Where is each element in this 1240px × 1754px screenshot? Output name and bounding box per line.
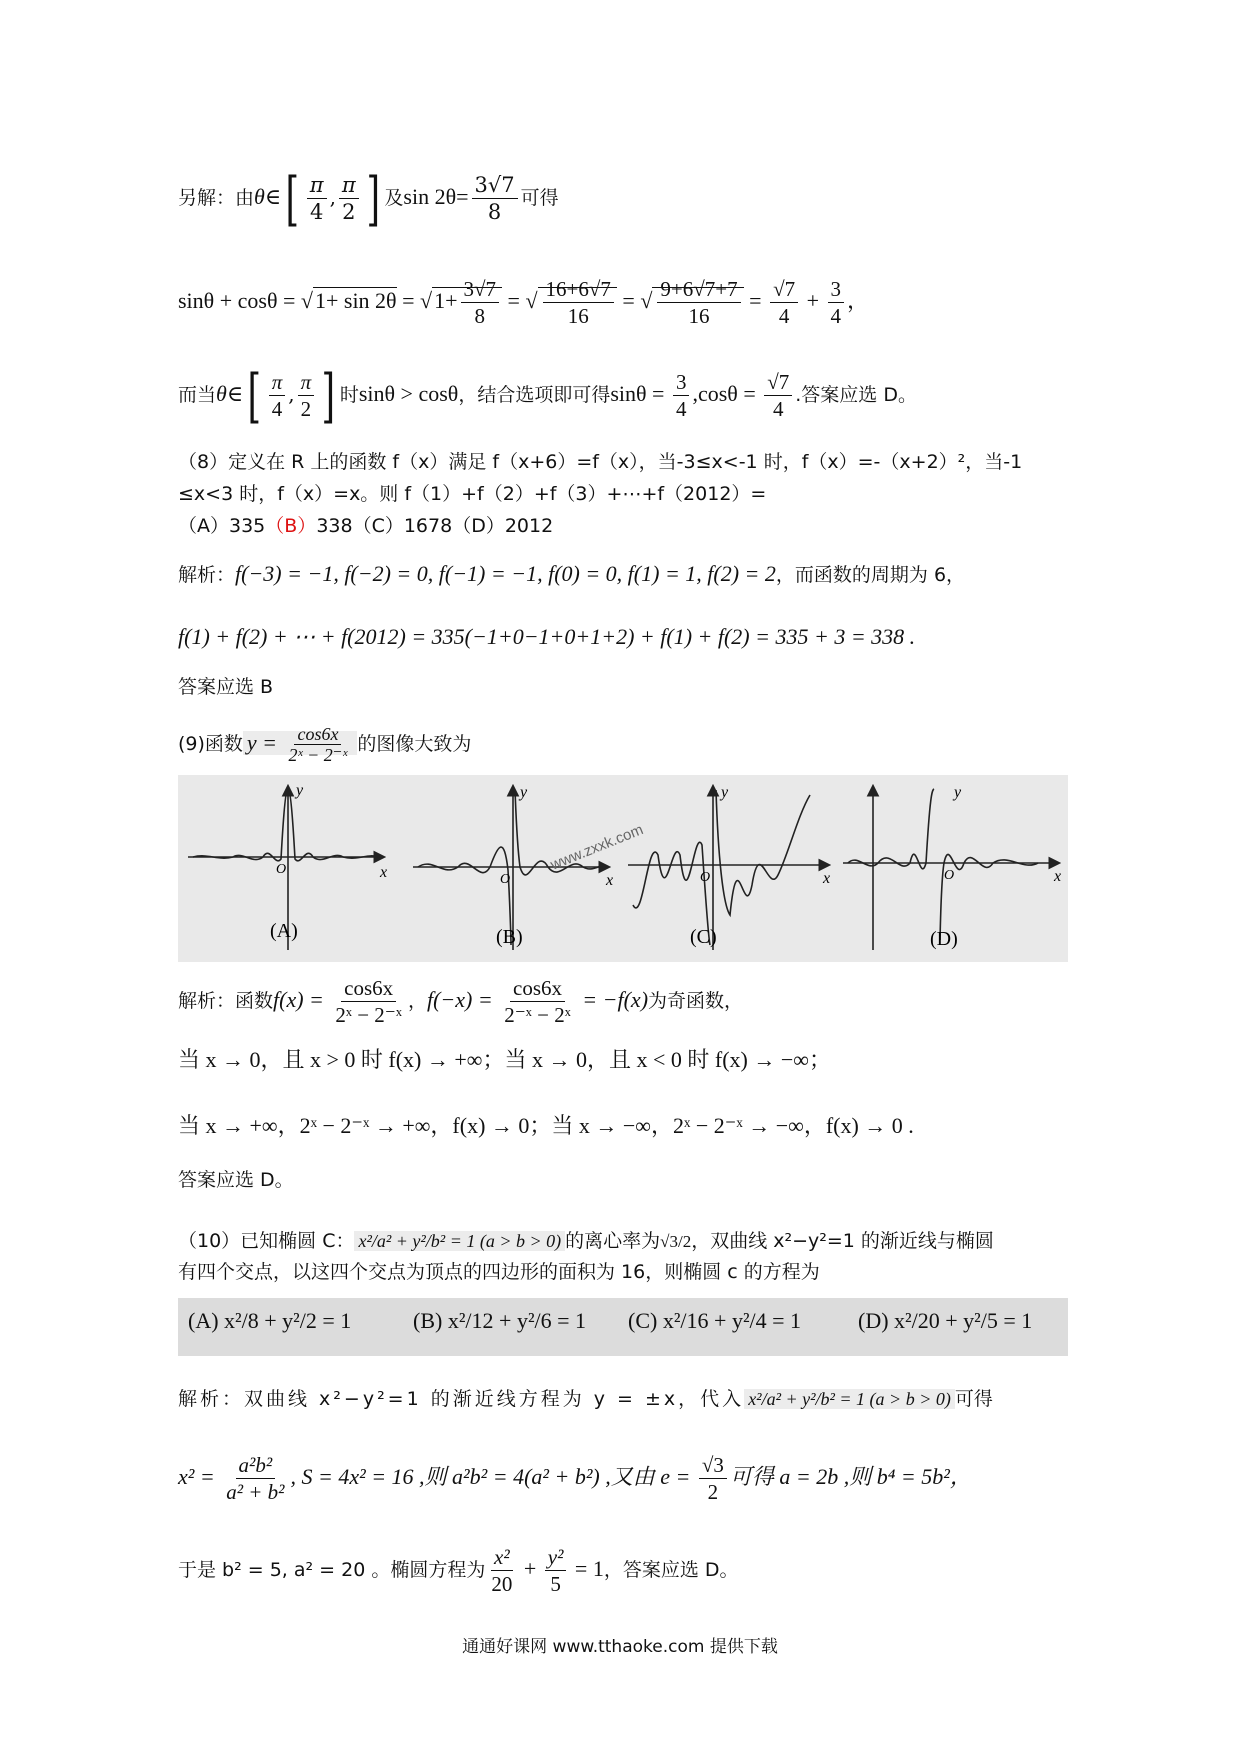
bracket-right: ] <box>366 164 380 233</box>
frac-pi-2: $\frac{\pi}{2}$ <box>339 172 359 225</box>
graph-c-x-label: x <box>823 870 831 887</box>
q10-options-image <box>178 1298 1068 1356</box>
graph-b-origin: O <box>500 872 511 887</box>
graph-caption-b: (B) <box>496 926 523 948</box>
theta-in: θ∈ <box>254 184 282 209</box>
frac-pi-4: $\frac{\pi}{4}$ <box>307 172 327 225</box>
q10-ellipse-eq: x²/a² + y²/b² = 1 (a > b > 0) <box>354 1231 565 1251</box>
graph-a-x-label: x <box>380 864 388 881</box>
q8-line2: ≤x<3 时，f（x）=x。则 f（1）+f（2）+f（3）+⋯+f（2012）= <box>178 483 767 505</box>
q10-option-b: (B) x²/12 + y²/6 = 1 <box>413 1308 587 1333</box>
q8-option-b-marked: （B） <box>265 515 317 537</box>
bracket-left: [ <box>285 164 300 233</box>
q8-solution-values: 解析：f(−3) = −1, f(−2) = 0, f(−1) = −1, f(0) = 0, f(1) = 1, f(2) = 2，而函数的周期为 6， <box>178 561 966 586</box>
graph-c-origin: O <box>700 870 711 885</box>
conclusion-line: 而当θ∈[ $\frac{\pi}{4}$ , $\frac{\pi}{2}$ ] 时sinθ > cosθ，结合选项即可得sinθ = $\frac{3}{4}$ ,cosθ = $\frac{√7}{4}$ .答案应选 D。 <box>178 361 917 430</box>
q9-solution-line2: 当 x → 0，且 x > 0 时 f(x) → +∞；当 x → 0，且 x < 0 时 f(x) → −∞； <box>178 1047 831 1072</box>
q10-line2: 有四个交点，以这四个交点为顶点的四边形的面积为 16，则椭圆 c 的方程为 <box>178 1261 820 1283</box>
q10-solution-line3: 于是 b² = 5, a² = 20 。椭圆方程为 $\frac{\text{x²}}{20}$ + $\frac{\text{y²}}{5}$ = 1，答案应选 D。 <box>178 1545 739 1596</box>
q9-solution-line1: 解析：函数f(x) = $\frac{\cos 6x}{\text{2ˣ − 2⁻ˣ}}$ ，f(−x) = $\frac{\cos 6x}{\text{2⁻ˣ − 2ˣ}}$ = −f(x)为奇函数， <box>178 976 744 1027</box>
q10-eccentricity: √3/2 <box>660 1232 692 1251</box>
page-footer: 通通好课网 www.tthaoke.com 提供下载 <box>462 1637 778 1657</box>
watermark-text: www.zxxk.com <box>548 821 646 874</box>
q10-option-a: (A) x²/8 + y²/2 = 1 <box>188 1308 352 1333</box>
q9-answer: 答案应选 D。 <box>178 1169 294 1191</box>
q9-question: (9)函数 y = $\frac{\cos 6x}{\text{2ˣ − 2⁻ˣ}}$ 的图像大致为 <box>178 724 472 765</box>
alt-prefix: 另解：由 <box>178 187 255 209</box>
graph-d-x-label: x <box>1054 868 1062 885</box>
graph-d-origin: O <box>944 868 955 883</box>
graph-a-origin: O <box>276 862 287 877</box>
q10-line1: （10）已知椭圆 C： x²/a² + y²/b² = 1 (a > b > 0) 的离心率为√3/2，双曲线 x²−y²=1 的渐近线与椭圆 <box>178 1230 994 1252</box>
q10-option-c: (C) x²/16 + y²/4 = 1 <box>628 1308 802 1333</box>
sin2theta: sin 2θ= <box>403 184 469 209</box>
graph-caption-a: (A) <box>270 920 298 942</box>
q8-solution-sum: f(1) + f(2) + ⋯ + f(2012) = 335(−1+0−1+0+1+2) + f(1) + f(2) = 335 + 3 = 338 . <box>178 624 916 649</box>
graph-caption-c: (C) <box>690 926 717 948</box>
q8-options: （A）335（B）338（C）1678（D）2012 <box>178 515 554 537</box>
graph-b-y-label: y <box>520 784 528 801</box>
q10-solution-line2: x² = $\frac{\text{a²b²}}{\text{a² + b²}}$ , S = 4x² = 16 ,则 a²b² = 4(a² + b²) ,又由 e = $\frac{√3}{2}$ 可得 a = 2b ,则 b⁴ = 5b²， <box>178 1453 972 1505</box>
graph-d-y-label: y <box>954 784 962 801</box>
q9-graph-options-image <box>178 775 1068 962</box>
graph-c <box>628 787 831 950</box>
q8-line1: （8）定义在 R 上的函数 f（x）满足 f（x+6）=f（x），当-3≤x<-1 时，f（x）=-（x+2）²，当-1 <box>178 451 1023 473</box>
q9-solution-line3: 当 x → +∞，2ˣ − 2⁻ˣ → +∞，f(x) → 0；当 x → −∞，2ˣ − 2⁻ˣ → −∞，f(x) → 0 . <box>178 1113 914 1138</box>
q10-option-d: (D) x²/20 + y²/5 = 1 <box>858 1308 1033 1333</box>
graph-c-y-label: y <box>721 784 729 801</box>
q8-answer: 答案应选 B <box>178 676 274 698</box>
frac-3sqrt7-8: $\frac{3√7}{8}$ <box>472 172 518 225</box>
q9-graphs <box>178 775 1068 962</box>
graph-a-y-label: y <box>296 782 304 799</box>
alt-solution-line: 另解：由θ∈[ $\frac{\pi}{4}$ , $\frac{\pi}{2}$ ] 及sin 2θ= $\frac{3√7}{8}$ 可得 <box>178 164 559 233</box>
graph-caption-d: (D) <box>930 928 958 950</box>
sum-sin-cos-line: sinθ + cosθ = √1+ sin 2θ = √1+ $\frac{3√7}{8}$ = √ $\frac{16+6√7}{16}$ = √ $\frac{9+6√7+7}{16}$ = $\frac{√7}{4}$ + $\frac{3}{4}$ ， <box>178 277 870 329</box>
graph-d <box>783 787 1058 950</box>
q10-solution-line1: 解析：双曲线 x²−y²=1 的渐近线方程为 y = ±x，代入 x²/a² + y²/b² = 1 (a > b > 0) 可得 <box>178 1388 993 1410</box>
graph-b-x-label: x <box>606 872 614 889</box>
